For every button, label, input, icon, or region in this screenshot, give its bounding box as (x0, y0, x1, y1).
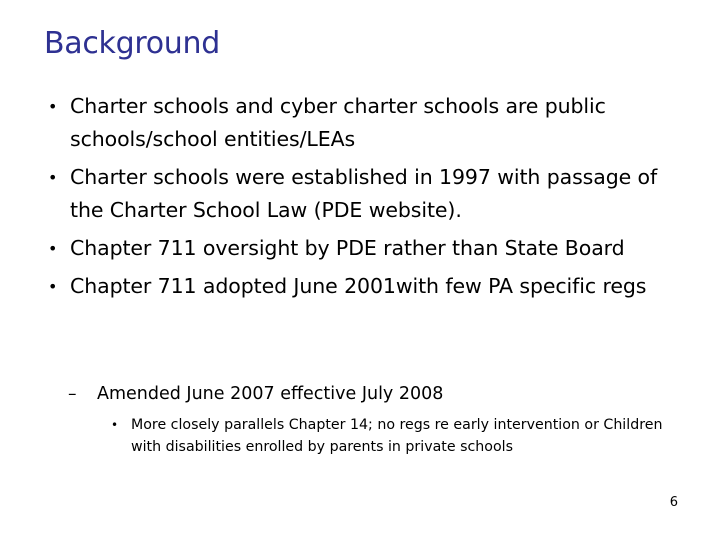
bullet-marker: • (48, 277, 58, 296)
dash-marker: – (68, 384, 77, 404)
bullet-item (48, 270, 688, 303)
bullet-marker: • (48, 239, 58, 258)
page-number: 6 (669, 495, 678, 510)
bullet-marker: • (48, 97, 58, 116)
bullet-marker: • (48, 168, 58, 187)
bullet-text: Charter schools and cyber charter schools are public schools/school entities/LEAs (70, 94, 606, 151)
sub-bullet-item (64, 380, 688, 408)
sub-bullet-text: Amended June 2007 effective July 2008 (97, 384, 444, 404)
bullet-text: Chapter 711 oversight by PDE rather than State Board (70, 236, 625, 260)
bullet-list (48, 90, 688, 308)
bullet-marker: • (111, 418, 119, 432)
bullet-item (48, 90, 688, 156)
bullet-text: Charter schools were established in 1997 with passage of the Charter School Law (PDE website). (70, 165, 658, 222)
bullet-item (48, 161, 688, 227)
bullet-item (48, 232, 688, 265)
slide-title: Background (44, 26, 220, 61)
sub-sub-bullet-item (107, 414, 671, 458)
sub-bullet-list (48, 376, 688, 458)
sub-sub-bullet-text: More closely parallels Chapter 14; no regs re early intervention or Children with disabilities enrolled by parents in private schools (131, 417, 663, 455)
bullet-text: Chapter 711 adopted June 2001with few PA specific regs (70, 274, 647, 298)
